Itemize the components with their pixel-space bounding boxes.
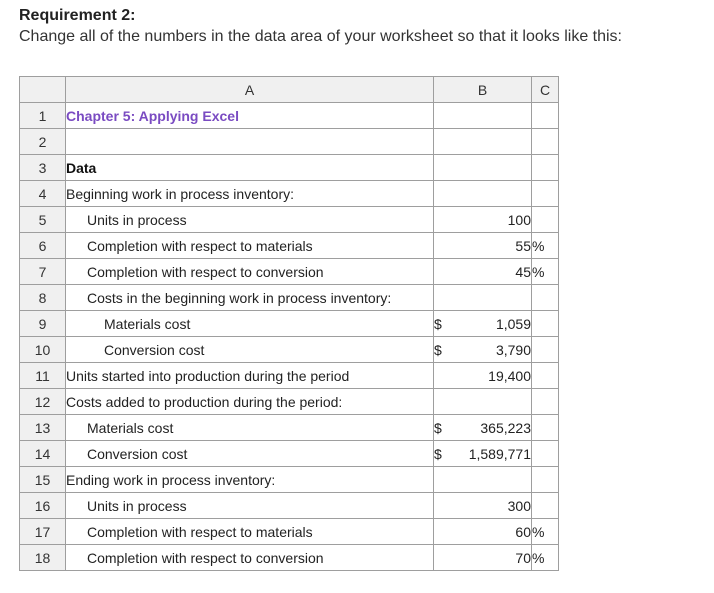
cell-c[interactable]: % [532, 519, 559, 545]
cell-b[interactable] [434, 519, 532, 545]
row-header[interactable]: 5 [20, 207, 66, 233]
row-header[interactable]: 10 [20, 337, 66, 363]
table-row [20, 181, 559, 207]
row-header[interactable]: 6 [20, 233, 66, 259]
cell-a[interactable]: Conversion cost [66, 441, 434, 467]
cell-a[interactable]: Units in process [66, 207, 434, 233]
cell-c[interactable] [532, 155, 559, 181]
table-row [20, 103, 559, 129]
cell-b[interactable] [434, 129, 532, 155]
column-header-c[interactable]: C [532, 77, 559, 103]
table-row [20, 233, 559, 259]
worksheet-table [19, 76, 559, 571]
table-row [20, 467, 559, 493]
cell-c[interactable]: % [532, 545, 559, 571]
table-row [20, 337, 559, 363]
cell-b[interactable] [434, 285, 532, 311]
cell-b[interactable] [434, 311, 532, 337]
cell-c[interactable]: % [532, 259, 559, 285]
row-header[interactable]: 13 [20, 415, 66, 441]
row-header[interactable]: 11 [20, 363, 66, 389]
cell-a[interactable]: Costs in the beginning work in process inventory: [66, 285, 434, 311]
row-header[interactable]: 1 [20, 103, 66, 129]
cell-b[interactable] [434, 441, 532, 467]
cell-b-value: 45 [515, 263, 531, 280]
cell-b[interactable] [434, 467, 532, 493]
table-row [20, 311, 559, 337]
table-row [20, 519, 559, 545]
cell-b[interactable] [434, 363, 532, 389]
cell-a[interactable] [66, 129, 434, 155]
cell-a[interactable]: Costs added to production during the period: [66, 389, 434, 415]
cell-c[interactable] [532, 415, 559, 441]
row-header[interactable]: 9 [20, 311, 66, 337]
cell-a[interactable]: Completion with respect to materials [66, 519, 434, 545]
table-row [20, 207, 559, 233]
cell-a[interactable]: Conversion cost [66, 337, 434, 363]
cell-c[interactable] [532, 181, 559, 207]
cell-b[interactable] [434, 337, 532, 363]
cell-c[interactable] [532, 311, 559, 337]
cell-b-value: 3,790 [495, 341, 531, 358]
table-row [20, 545, 559, 571]
cell-b-value: 1,059 [495, 315, 531, 332]
row-header[interactable]: 2 [20, 129, 66, 155]
currency-symbol: $ [434, 315, 442, 332]
cell-b[interactable] [434, 181, 532, 207]
cell-b[interactable] [434, 493, 532, 519]
table-row [20, 363, 559, 389]
row-header[interactable]: 16 [20, 493, 66, 519]
cell-b[interactable] [434, 389, 532, 415]
corner-cell[interactable] [20, 77, 66, 103]
cell-c[interactable] [532, 207, 559, 233]
cell-b-value: 365,223 [480, 419, 531, 436]
cell-c[interactable] [532, 285, 559, 311]
cell-c[interactable] [532, 103, 559, 129]
cell-b-value: 100 [507, 211, 531, 228]
cell-c[interactable]: % [532, 233, 559, 259]
row-header[interactable]: 8 [20, 285, 66, 311]
table-row [20, 389, 559, 415]
cell-a[interactable]: Data [66, 155, 434, 181]
cell-b[interactable] [434, 207, 532, 233]
row-header[interactable]: 7 [20, 259, 66, 285]
cell-a[interactable]: Chapter 5: Applying Excel [66, 103, 434, 129]
cell-b[interactable] [434, 155, 532, 181]
table-row [20, 259, 559, 285]
row-header[interactable]: 14 [20, 441, 66, 467]
cell-c[interactable] [532, 467, 559, 493]
cell-b[interactable] [434, 233, 532, 259]
cell-b-value: 55 [515, 237, 531, 254]
cell-a[interactable]: Materials cost [66, 311, 434, 337]
cell-b-value: 1,589,771 [468, 445, 531, 462]
requirement-title: Requirement 2: [19, 7, 136, 24]
cell-a[interactable]: Materials cost [66, 415, 434, 441]
cell-a[interactable]: Completion with respect to conversion [66, 259, 434, 285]
table-row [20, 493, 559, 519]
row-header[interactable]: 18 [20, 545, 66, 571]
row-header[interactable]: 4 [20, 181, 66, 207]
cell-a[interactable]: Ending work in process inventory: [66, 467, 434, 493]
worksheet-body [20, 103, 559, 571]
requirement-text: Change all of the numbers in the data area of your worksheet so that it looks like this: [19, 28, 622, 45]
cell-c[interactable] [532, 389, 559, 415]
table-row [20, 155, 559, 181]
currency-symbol: $ [434, 419, 442, 436]
column-header-b[interactable]: B [434, 77, 532, 103]
cell-a[interactable]: Beginning work in process inventory: [66, 181, 434, 207]
row-header[interactable]: 17 [20, 519, 66, 545]
table-row [20, 129, 559, 155]
cell-a[interactable]: Completion with respect to conversion [66, 545, 434, 571]
currency-symbol: $ [434, 445, 442, 462]
column-header-row [20, 77, 559, 103]
cell-b[interactable] [434, 415, 532, 441]
table-row [20, 441, 559, 467]
cell-b-value: 19,400 [488, 367, 531, 384]
cell-b[interactable] [434, 545, 532, 571]
cell-a[interactable]: Units started into production during the period [66, 363, 434, 389]
row-header[interactable]: 12 [20, 389, 66, 415]
cell-c[interactable] [532, 493, 559, 519]
row-header[interactable]: 3 [20, 155, 66, 181]
cell-a[interactable]: Completion with respect to materials [66, 233, 434, 259]
cell-b[interactable] [434, 103, 532, 129]
cell-c[interactable] [532, 129, 559, 155]
cell-c[interactable] [532, 337, 559, 363]
table-row [20, 285, 559, 311]
table-row [20, 415, 559, 441]
row-header[interactable]: 15 [20, 467, 66, 493]
cell-b-value: 70 [515, 549, 531, 566]
cell-c[interactable] [532, 441, 559, 467]
cell-b[interactable] [434, 259, 532, 285]
cell-b-value: 300 [507, 497, 531, 514]
cell-b-value: 60 [515, 523, 531, 540]
cell-a[interactable]: Units in process [66, 493, 434, 519]
cell-c[interactable] [532, 363, 559, 389]
currency-symbol: $ [434, 341, 442, 358]
column-header-a[interactable]: A [66, 77, 434, 103]
